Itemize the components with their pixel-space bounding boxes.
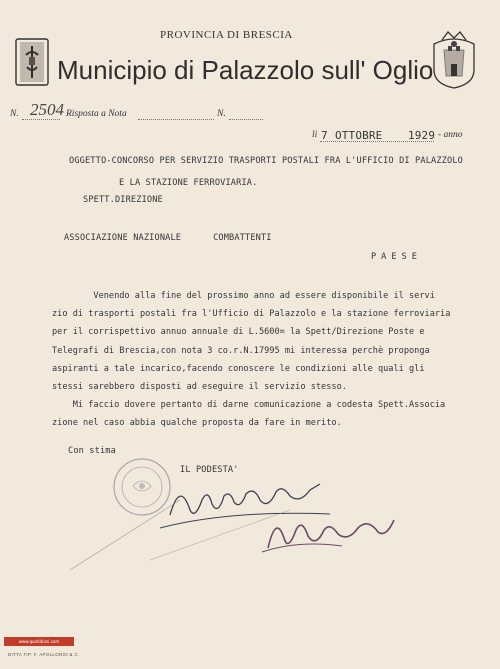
body-line: aspiranti a tale incarico,facendo conoscere le condizioni alle quali gli	[52, 364, 425, 374]
date-month: OTTOBRE	[335, 129, 383, 142]
subject-line-2: E LA STAZIONE FERROVIARIA.	[119, 178, 258, 188]
date-dotted-line	[320, 141, 434, 142]
reply-dotted-line	[138, 119, 214, 120]
recipient-city: PAESE	[371, 252, 422, 262]
printer-footer: DITTA TIP. F. APOLLONIO & C.	[8, 652, 80, 657]
pencil-marks	[60, 470, 300, 580]
body-line: Mi faccio dovere pertanto di darne comunicazione a codesta Spett.Associa	[52, 400, 446, 410]
reply-to-note-label: Risposta a Nota	[66, 109, 127, 119]
watermark-banner: www.quotidiani.com	[4, 637, 74, 646]
body-line: stessi sarebbero disposti ad eseguire il servizio stesso.	[52, 382, 347, 392]
date-li-label: li	[312, 130, 318, 140]
number-dotted-line	[22, 119, 60, 120]
closing: Con stima	[68, 446, 116, 456]
date-anno-label: - anno	[438, 130, 463, 140]
coat-of-arms-left-icon	[14, 37, 50, 89]
recipient-line-1: ASSOCIAZIONE NAZIONALE COMBATTENTI	[64, 233, 272, 243]
province-heading: PROVINCIA DI BRESCIA	[160, 29, 293, 41]
body-line: Telegrafi di Brescia,con nota 3 co.r.N.17995 mi interessa perchè proponga	[52, 346, 430, 356]
castle-crest-icon	[428, 30, 480, 90]
municipality-heading: Municipio di Palazzolo sull' Oglio	[57, 55, 434, 85]
body-line: zione nel caso abbia qualche proposta da fare in merito.	[52, 418, 342, 428]
date-day: 7	[321, 129, 328, 142]
body-line: per il corrispettivo annuo annuale di L.5600= la Spett/Direzione Poste e	[52, 327, 425, 337]
reply-number-label: N.	[217, 109, 226, 119]
protocol-number-handwritten: 2504	[30, 100, 64, 119]
salutation: SPETT.DIREZIONE	[83, 195, 163, 205]
signatory-title: IL PODESTA'	[180, 465, 239, 475]
body-line: Venendo alla fine del prossimo anno ad essere disponibile il servi	[52, 291, 435, 301]
number-label: N.	[10, 109, 19, 119]
subject-line-1: OGGETTO-CONCORSO PER SERVIZIO TRASPORTI POSTALI FRA L'UFFICIO DI PALAZZOLO	[69, 156, 463, 166]
reply-number-dotted-line	[229, 119, 263, 120]
body-line: zio di trasporti postali fra l'Ufficio di Palazzolo e la stazione ferroviaria	[52, 309, 451, 319]
date-year: 1929	[408, 129, 436, 142]
